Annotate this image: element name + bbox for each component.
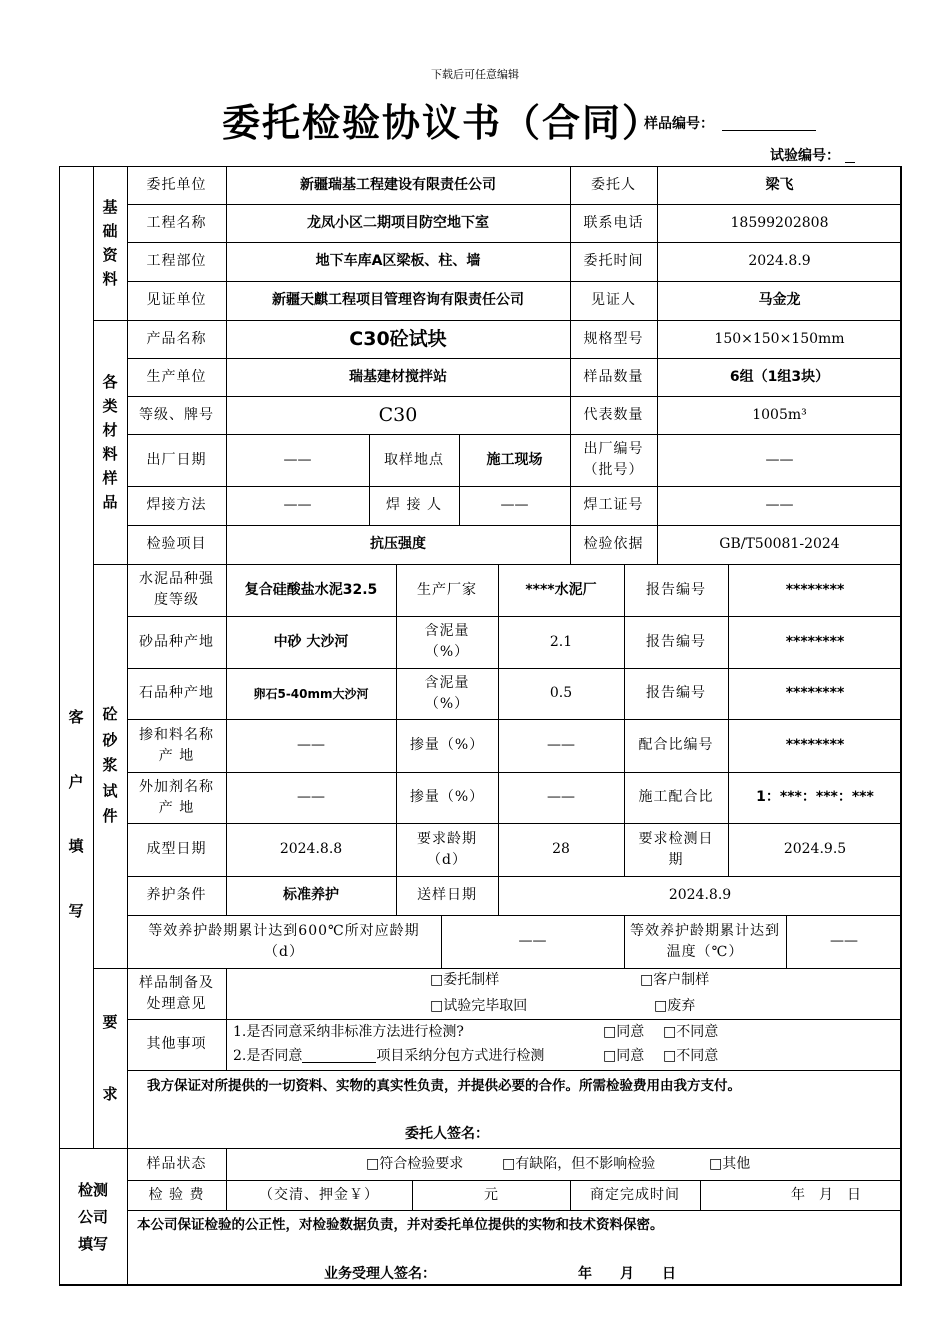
test-item-label: 检验项目 (146, 536, 207, 552)
weld-method-label: 焊接方法 (146, 497, 207, 513)
section-basic: 基 础 资 料 (102, 198, 118, 288)
test-number-field[interactable] (845, 162, 855, 163)
admixture-value[interactable]: —— (297, 737, 325, 753)
sample-number-label: 样品编号： (644, 116, 714, 132)
dosage-label-2: 掺量（%） (409, 789, 485, 805)
welder-label: 焊 接 人 (386, 497, 442, 513)
section-material: 各 类 材 料 样 品 (102, 373, 118, 511)
receiver-signature-field[interactable] (454, 1264, 574, 1284)
client-unit-label: 委托单位 (146, 176, 207, 193)
project-name-label: 工程名称 (146, 214, 207, 231)
test-item-value[interactable]: 抗压强度 (370, 536, 426, 552)
mud-content-label-1: 含泥量（%） (424, 623, 470, 660)
project-part-value[interactable]: 地下车库A区梁板、柱、墙 (315, 253, 481, 269)
additive-label: 外加剂名称产 地 (139, 778, 214, 816)
client-label: 委托人 (591, 176, 636, 193)
project-blank[interactable] (302, 1050, 376, 1063)
grade-value[interactable]: C30 (378, 403, 418, 426)
sampling-place-value[interactable]: 施工现场 (486, 451, 543, 468)
sample-number-field[interactable] (722, 130, 816, 131)
header-note: 下载后可任意编辑 (431, 68, 519, 81)
test-number-label: 试验编号： (770, 148, 840, 164)
batch-label: 出厂编号（批号） (583, 441, 644, 478)
weld-method-value[interactable]: —— (283, 497, 312, 513)
sand-value[interactable]: 中砂 大沙河 (273, 633, 349, 650)
mix-no-value[interactable]: ******** (785, 737, 845, 753)
company-statement: 本公司保证检验的公正性，对检验数据负责，并对委托单位提供的实物和技术资料保密。 (137, 1216, 664, 1233)
client-statement: 我方保证对所提供的一切资料、实物的真实性负责，并提供必要的合作。所需检验费用由我方支付。 (147, 1077, 741, 1094)
sample-prep-label: 样品制备及处理意见 (139, 974, 214, 1012)
test-basis-label: 检验依据 (583, 536, 644, 552)
test-fee-value[interactable]: 元 (484, 1186, 498, 1203)
question-2: 2.是否同意 项目采纳分包方式进行检测 (233, 1048, 545, 1064)
batch-value[interactable]: —— (765, 451, 794, 468)
equivalent-age-label: 等效养护龄期累计达到600℃所对应龄期（d） (148, 922, 420, 960)
section-customer: 客 户 填 写 (68, 708, 84, 920)
equivalent-temp-value[interactable]: —— (830, 933, 858, 949)
test-fee-label: 检 验 费 (148, 1186, 205, 1203)
receiver-signature-label: 业务受理人签名： (324, 1265, 436, 1282)
represent-qty-label: 代表数量 (583, 406, 644, 423)
other-matters-label: 其他事项 (146, 1036, 207, 1052)
required-age-value[interactable]: 28 (552, 841, 570, 857)
mud-content-value-2[interactable]: 0.5 (549, 685, 573, 701)
admixture-label: 掺和料名称产 地 (139, 726, 214, 764)
sand-label: 砂品种产地 (139, 633, 214, 650)
finish-time-value[interactable]: 年 月 日 (791, 1186, 861, 1203)
witness-unit-value[interactable]: 新疆天麒工程项目管理咨询有限责任公司 (272, 292, 524, 308)
mud-content-label-2: 含泥量（%） (424, 674, 470, 712)
receiver-signature-date[interactable]: 年 月 日 (578, 1265, 676, 1282)
quantity-value[interactable]: 6组（1组3块） (729, 368, 830, 385)
send-date-value[interactable]: 2024.8.9 (668, 887, 732, 903)
product-name-value[interactable]: C30砼试块 (349, 327, 447, 350)
additive-value[interactable]: —— (297, 789, 325, 805)
stone-value[interactable]: 卵石5-40mm大沙河 (253, 686, 369, 701)
witness-label: 见证人 (591, 292, 636, 308)
phone-label: 联系电话 (583, 214, 644, 231)
phone-value[interactable]: 18599202808 (730, 214, 829, 231)
construction-ratio-value[interactable]: 1：***：***：*** (756, 789, 874, 805)
dosage-label-1: 掺量（%） (409, 737, 485, 753)
maker-value[interactable]: 瑞基建材搅拌站 (349, 368, 447, 385)
client-value[interactable]: 梁飞 (765, 176, 794, 193)
report-no-label-1: 报告编号 (646, 581, 706, 598)
witness-value[interactable]: 马金龙 (758, 292, 801, 308)
maker-label: 生产单位 (146, 368, 207, 385)
document-title: 委托检验协议书（合同） (222, 100, 663, 145)
test-basis-value[interactable]: GB/T50081-2024 (719, 536, 840, 552)
curing-label: 养护条件 (146, 887, 207, 903)
equivalent-age-value[interactable]: —— (518, 933, 547, 949)
manufacturer-label: 生产厂家 (417, 581, 477, 598)
represent-qty-value[interactable]: 1005m³ (752, 406, 807, 423)
factory-date-label: 出厂日期 (146, 451, 207, 468)
mix-no-label: 配合比编号 (638, 737, 714, 753)
stone-label: 石品种产地 (139, 685, 214, 701)
factory-date-value[interactable]: —— (283, 451, 312, 468)
project-name-value[interactable]: 龙凤小区二期项目防空地下室 (307, 214, 489, 231)
welder-value[interactable]: —— (500, 497, 529, 513)
q2-disagree[interactable]: □不同意 (663, 1048, 719, 1064)
project-part-label: 工程部位 (146, 253, 207, 269)
client-time-label: 委托时间 (583, 253, 644, 269)
state-meets[interactable]: □符合检验要求 (366, 1155, 464, 1172)
spec-value[interactable]: 150×150×150mm (714, 330, 845, 347)
report-no-value-1[interactable]: ******** (785, 581, 845, 598)
q1-disagree[interactable]: □不同意 (663, 1023, 719, 1040)
sample-state-label: 样品状态 (146, 1155, 207, 1172)
report-no-value-3[interactable]: ******** (785, 685, 845, 701)
cement-value[interactable]: 复合硅酸盐水泥32.5 (244, 581, 378, 598)
required-test-date-label: 要求检测日期 (638, 830, 714, 868)
option-discard[interactable]: □废弃 (654, 997, 696, 1014)
construction-ratio-label: 施工配合比 (638, 789, 714, 805)
client-signature-field[interactable] (505, 1124, 705, 1144)
witness-unit-label: 见证单位 (146, 292, 207, 308)
forming-date-label: 成型日期 (146, 841, 207, 857)
dosage-value-2[interactable]: —— (547, 789, 575, 805)
forming-date-value[interactable]: 2024.8.8 (279, 841, 343, 857)
section-mortar: 砼 砂 浆 试 件 (102, 705, 118, 826)
finish-time-label: 商定完成时间 (590, 1186, 680, 1203)
send-date-label: 送样日期 (417, 887, 477, 903)
q1-agree[interactable]: □同意 (603, 1023, 645, 1040)
report-no-label-2: 报告编号 (646, 633, 706, 650)
grade-label: 等级、牌号 (139, 406, 214, 423)
section-company: 检测 公司 填写 (77, 1180, 108, 1253)
option-retrieve-after-test[interactable]: □试验完毕取回 (430, 997, 528, 1014)
quantity-label: 样品数量 (583, 368, 644, 385)
product-name-label: 产品名称 (146, 330, 207, 347)
welder-cert-label: 焊工证号 (583, 497, 644, 513)
section-require: 要 求 (102, 1012, 118, 1103)
option-client-sampling[interactable]: □委托制样 (430, 972, 500, 988)
state-other[interactable]: □其他 (709, 1155, 751, 1172)
curing-value[interactable]: 标准养护 (283, 887, 339, 903)
state-defect[interactable]: □有缺陷，但不影响检验 (502, 1155, 656, 1172)
test-fee-note: （交清、押金￥） (259, 1186, 379, 1203)
sampling-place-label: 取样地点 (384, 451, 444, 468)
report-no-value-2[interactable]: ******** (785, 633, 845, 650)
manufacturer-value[interactable]: ****水泥厂 (525, 581, 597, 598)
welder-cert-value[interactable]: —— (765, 497, 794, 513)
option-customer-sampling[interactable]: □客户制样 (640, 972, 710, 988)
equivalent-temp-label: 等效养护龄期累计达到温度（℃） (630, 922, 780, 960)
required-age-label: 要求龄期（d） (417, 830, 477, 868)
question-1: 1.是否同意采纳非标准方法进行检测? (233, 1023, 464, 1040)
report-no-label-3: 报告编号 (646, 685, 706, 701)
client-time-value[interactable]: 2024.8.9 (748, 253, 811, 269)
client-signature-label: 委托人签名： (405, 1125, 489, 1142)
q2-agree[interactable]: □同意 (603, 1048, 645, 1064)
mud-content-value-1[interactable]: 2.1 (549, 633, 573, 650)
dosage-value-1[interactable]: —— (547, 737, 575, 753)
required-test-date-value[interactable]: 2024.9.5 (783, 841, 847, 857)
client-unit-value[interactable]: 新疆瑞基工程建设有限责任公司 (300, 176, 496, 193)
spec-label: 规格型号 (583, 330, 644, 347)
cement-label: 水泥品种强度等级 (139, 571, 214, 608)
